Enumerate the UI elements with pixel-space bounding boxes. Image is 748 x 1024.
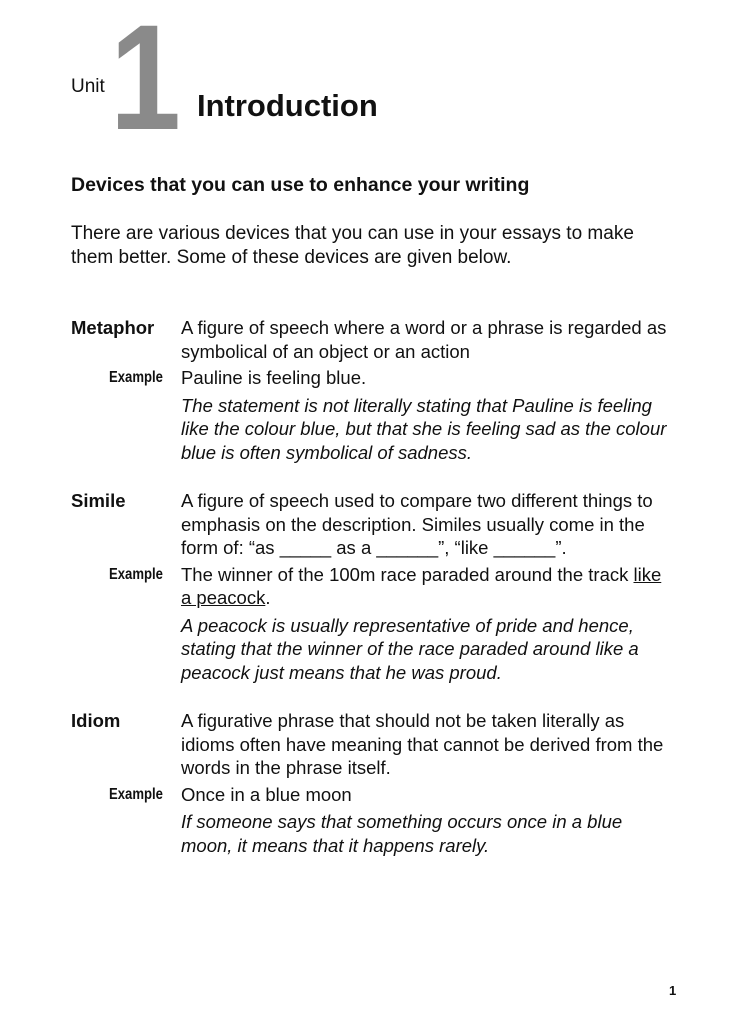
device-metaphor (71, 316, 691, 464)
device-definition: A figure of speech where a word or a phrase is regarded as symbolical of an object or an action (181, 317, 667, 362)
device-term: Idiom (71, 710, 121, 731)
section-heading: Devices that you can use to enhance your writing (71, 174, 530, 196)
example-text: Pauline is feeling blue. (181, 367, 367, 388)
device-idiom (71, 709, 691, 857)
example-label: Example (108, 369, 163, 386)
example-explanation: If someone says that something occurs once in a blue moon, it means that it happens rarely. (181, 811, 623, 856)
unit-number: 1 (110, 0, 178, 161)
example-text (181, 563, 676, 610)
device-simile (71, 489, 691, 684)
example-text-after: . (265, 587, 271, 608)
page-title: Introduction (197, 88, 378, 123)
device-term: Metaphor (71, 317, 155, 338)
example-highlight: like a peacock (181, 563, 662, 608)
example-explanation: A peacock is usually representative of pride and hence, stating that the winner of the race paraded around like a peacock just means that he was proud. (181, 614, 639, 683)
device-definition: A figure of speech used to compare two different things to emphasis on the description. Similes usually come in the form of: “as _____ as a ______”, “like ______”. (181, 490, 653, 558)
unit-label: Unit (71, 76, 105, 97)
intro-paragraph: There are various devices that you can use in your essays to make them better. Some of these devices are given below. (71, 223, 634, 268)
example-text: Once in a blue moon (181, 783, 352, 805)
device-definition: A figurative phrase that should not be taken literally as idioms often have meaning that cannot be derived from the words in the phrase itself. (181, 710, 664, 778)
example-label: Example (108, 785, 163, 803)
page-number: 1 (669, 983, 677, 998)
example-text-before: The winner of the 100m race paraded around the track (181, 563, 634, 585)
example-explanation: The statement is not literally stating that Pauline is feeling like the colour blue, but that she is feeling sad as the colour blue is often symbolical of sadness. (181, 394, 667, 463)
example-label: Example (108, 565, 163, 583)
device-term: Simile (71, 490, 126, 511)
